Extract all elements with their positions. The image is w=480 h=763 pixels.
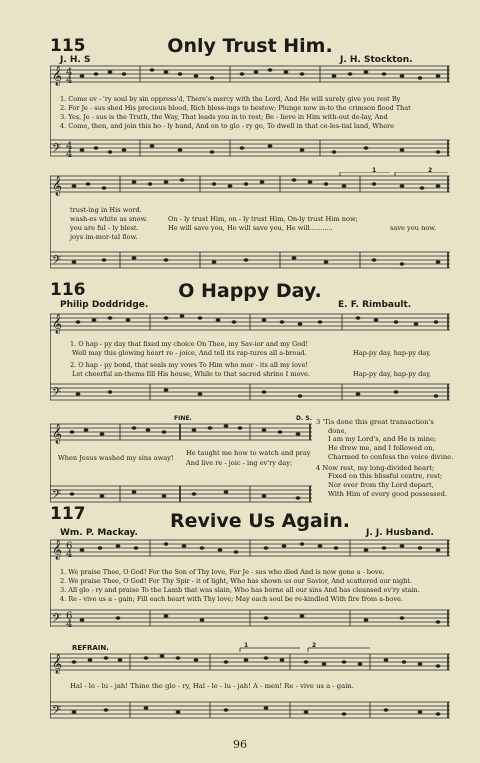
stanza-line: He drew me, and I followed on,	[328, 444, 435, 453]
verse-ending: you are ful - ly blest.	[70, 224, 139, 232]
svg-text:𝄢: 𝄢	[52, 612, 62, 628]
svg-text:𝄞: 𝄞	[52, 540, 63, 560]
composer-credit: J. J. Husband.	[366, 528, 434, 538]
music-system	[50, 310, 450, 410]
first-ending-mark: 1	[244, 642, 249, 649]
svg-text:6: 6	[66, 611, 73, 622]
stanza-line: With Him of every good possessed.	[328, 489, 447, 498]
refrain-fragment: Hap-py day, hap-py day,	[353, 349, 431, 357]
lyric-line: 1. O hap - py day that fixed my choice On Thee, my Sav-ior and my God!	[70, 340, 308, 348]
svg-text:4: 4	[66, 149, 73, 160]
stanza-line: Charmed to confess the voice divine.	[328, 452, 454, 461]
music-system	[50, 414, 312, 510]
svg-text:𝄞: 𝄞	[52, 424, 63, 444]
music-system	[50, 642, 450, 730]
music-system	[50, 64, 450, 168]
hymn-title: Revive Us Again.	[169, 510, 351, 532]
second-ending-mark: 2	[312, 642, 317, 649]
staff-pair-treble-bass	[50, 310, 450, 410]
chorus-line: And live re - joic - ing ev'ry day;	[186, 459, 293, 467]
composer-credit: J. H. Stockton.	[340, 55, 413, 65]
chorus-ending: save you now.	[390, 224, 437, 232]
svg-text:𝄞: 𝄞	[52, 176, 63, 196]
lyric-line: 3. All glo - ry and praise To the Lamb that was slain, Who has borne all our sins And has cleansed ev'ry stain.	[60, 586, 420, 594]
stanza-line: I am my Lord's, and He is mine;	[328, 435, 437, 444]
svg-text:4: 4	[66, 141, 73, 152]
stanza-line: 4 Now rest, my long-divided heart;	[316, 463, 435, 472]
lyric-line: 2. For Je - sus shed His precious blood, Rich bless-ings to bestow; Plunge now in-to the crimson flood That	[60, 104, 411, 112]
music-system	[50, 536, 450, 636]
svg-text:𝄞: 𝄞	[52, 654, 63, 674]
lyric-line: 3. Yes, Je - sus is the Truth, the Way, That leads you in to rest; Be - lieve in Him with-out de-lay, And	[60, 113, 388, 121]
svg-text:𝄢: 𝄢	[52, 142, 62, 158]
lyric-line: 4. Re - vive us a - gain; Fill each heart with Thy love; May each soul be re-kindled With fire from a-bove.	[60, 595, 403, 603]
dal-segno-mark: D. S.	[296, 415, 312, 422]
author-credit: Wm. P. Mackay.	[60, 528, 138, 538]
lyric-line: Let cheerful an-thems fill His house, While to that sacred shrine I move.	[72, 370, 310, 378]
svg-text:𝄞: 𝄞	[52, 66, 63, 86]
svg-text:𝄢: 𝄢	[52, 254, 62, 270]
verse-ending: joys im-mor-tal flow.	[70, 233, 138, 241]
svg-text:4: 4	[66, 75, 73, 86]
hymn-title: O Happy Day.	[178, 280, 322, 302]
lyric-line: Well may this glowing heart re - joice, And tell its rap-tures all a-broad.	[72, 349, 307, 357]
lyric-line: 2. We praise Thee, O God! For Thy Spir - it of light, Who has shown us our Savior, And scattered our night.	[60, 577, 412, 585]
fine-mark: FINE.	[174, 415, 192, 422]
author-credit: J. H. S	[60, 55, 91, 65]
lyric-line: 1. Come ev - 'ry soul by sin oppress'd, There's mercy with the Lord, And He will surely give you rest By	[60, 95, 401, 103]
svg-text:4: 4	[66, 619, 73, 630]
svg-text:𝄢: 𝄢	[52, 386, 62, 402]
page-number: 96	[233, 738, 247, 751]
hymn-number: 117	[50, 504, 86, 524]
svg-text:𝄞: 𝄞	[52, 314, 63, 334]
svg-text:𝄢: 𝄢	[52, 488, 62, 504]
extra-stanzas	[316, 418, 453, 498]
hymn-number: 115	[50, 36, 86, 56]
svg-text:6: 6	[66, 541, 73, 552]
hymn-number: 116	[50, 280, 86, 300]
composer-credit: E. F. Rimbault.	[338, 300, 412, 310]
hymn-title: Only Trust Him.	[167, 35, 333, 57]
lyric-line: 4. Come, then, and join this ho - ly band, And on to glo - ry go, To dwell in that ce-les-tial land, Where	[60, 122, 395, 130]
first-ending-mark: 1	[372, 167, 377, 174]
chorus-line: He will save you, He will save you, He will...........	[168, 224, 333, 232]
music-system	[50, 167, 450, 276]
verse-ending: wash-es white as snow.	[70, 215, 148, 223]
author-credit: Philip Doddridge.	[60, 300, 149, 310]
second-ending-mark: 2	[428, 167, 433, 174]
lyric-line: 1. We praise Thee, O God! For the Son of Thy love, For Je - sus who died And is now gone a - bove.	[60, 568, 385, 576]
chorus-line: He taught me how to watch and pray	[186, 449, 311, 457]
refrain-label: REFRAIN.	[72, 644, 109, 652]
verse-ending: trust-ing in His word.	[70, 206, 142, 214]
chorus-intro: When Jesus washed my sins away!	[58, 454, 174, 462]
stanza-line: done,	[328, 426, 347, 435]
stanza-line: Nor ever from thy Lord depart,	[328, 480, 434, 489]
refrain-line: Hal - le - lu - jah! Thine the glo - ry, Hal - le - lu - jah! A - men! Re - vive us a - gain.	[70, 682, 354, 690]
stanza-line: Fixed on this blissful centre, rest;	[328, 472, 443, 481]
stanza-line: 3 'Tis done this great transaction's	[316, 418, 434, 426]
svg-text:4: 4	[66, 67, 73, 78]
svg-text:4: 4	[66, 549, 73, 560]
svg-text:𝄢: 𝄢	[52, 704, 62, 720]
lyric-line: 2. O hap - py bond, that seals my vows To Him who mer - its all my love!	[70, 361, 309, 369]
chorus-line: On - ly trust Him, on - ly trust Him, On-ly trust Him now;	[168, 215, 358, 223]
refrain-fragment: Hap-py day, hap-py day,	[353, 370, 431, 378]
